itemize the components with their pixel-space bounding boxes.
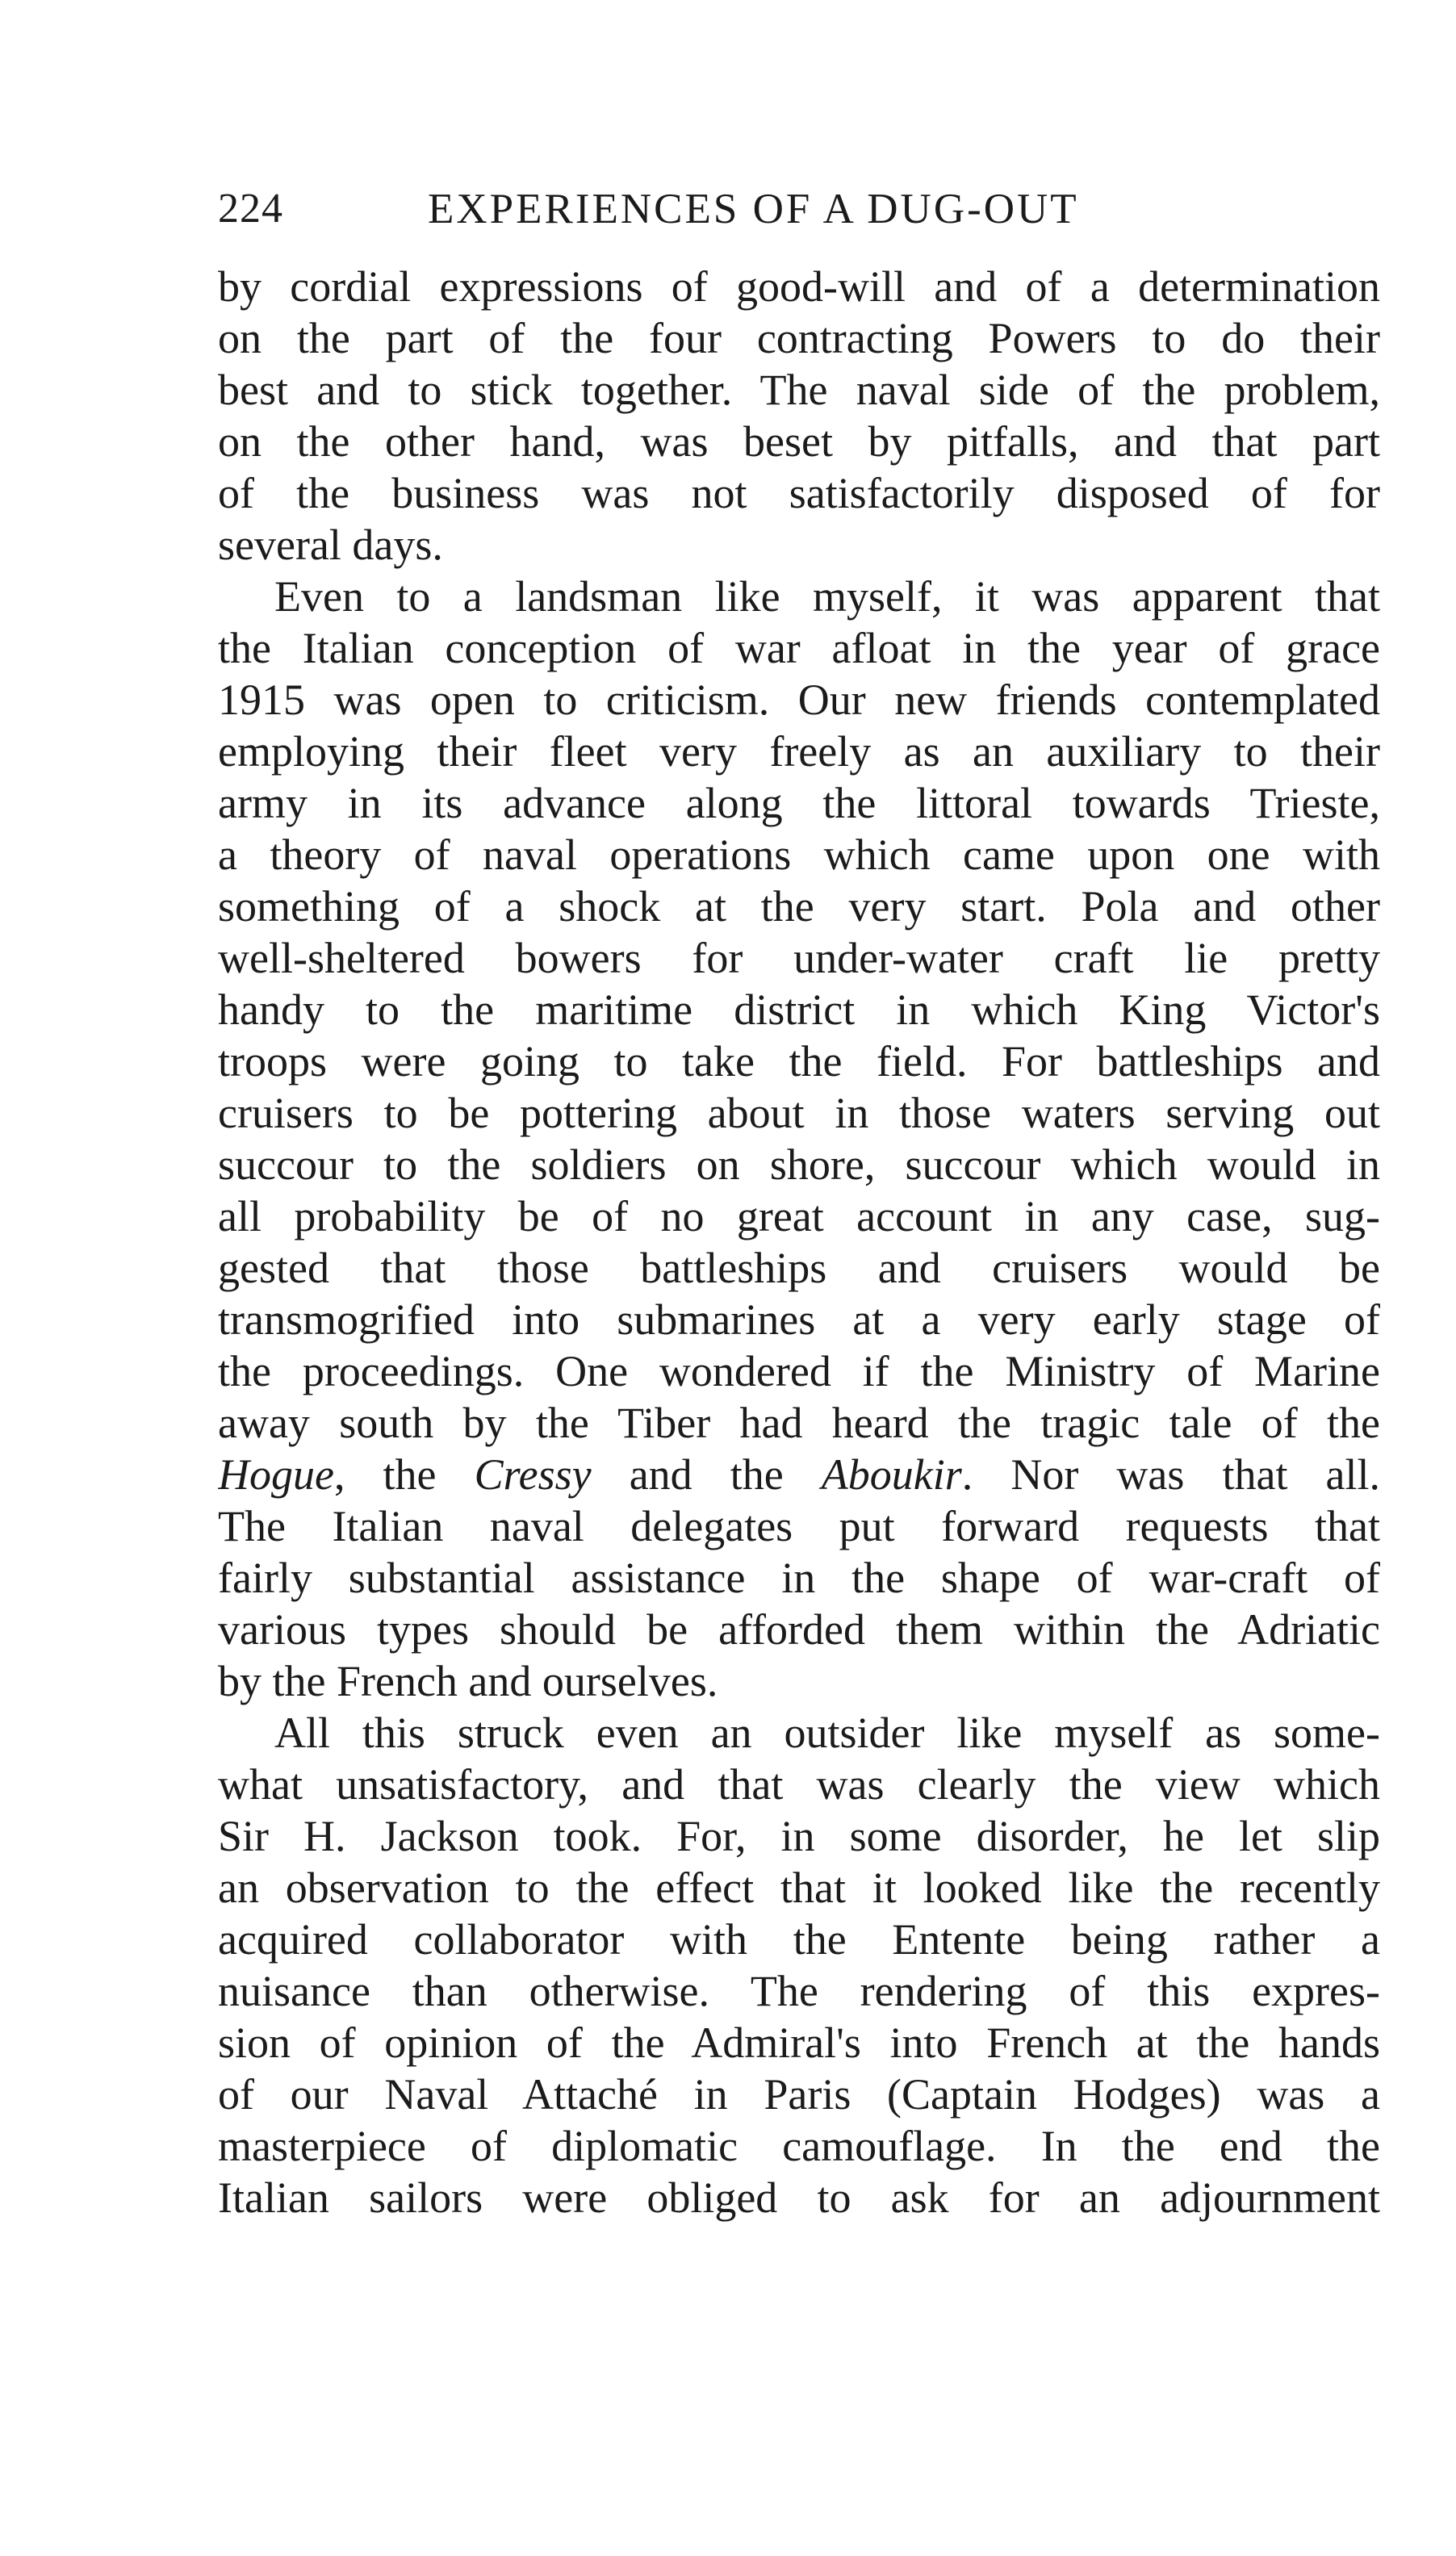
text-line: [218, 1965, 1380, 2017]
text-line: [218, 1242, 1380, 1294]
text-segment: by the French and ourselves.: [218, 1657, 718, 1705]
text-line: [218, 674, 1380, 726]
text-segment: Even to a landsman like myself, it was apparent that: [274, 572, 1380, 621]
text-segment: by cordial expressions of good-will and of a determination: [218, 262, 1380, 311]
text-segment: army in its advance along the littoral towards Trieste,: [218, 779, 1380, 827]
text-segment: sion of opinion of the Admiral's into French at the hands: [218, 2018, 1380, 2067]
text-segment: All this struck even an outsider like myself as some-: [274, 1709, 1380, 1757]
text-segment: various types should be afforded them within the Adriatic: [218, 1605, 1380, 1654]
text-segment: away south by the Tiber had heard the tragic tale of the: [218, 1399, 1380, 1447]
text-line: [218, 881, 1380, 932]
ship-name-aboukir: Aboukir: [821, 1450, 962, 1499]
text-line: [218, 932, 1380, 984]
text-line: [218, 777, 1380, 829]
text-segment: gested that those battleships and cruisers would be: [218, 1244, 1380, 1292]
text-segment: fairly substantial assistance in the shape of war-craft of: [218, 1554, 1380, 1602]
text-line: [218, 519, 1380, 571]
text-line: [218, 1087, 1380, 1139]
text-segment: transmogrified into submarines at a very early stage of: [218, 1295, 1380, 1344]
text-line: [218, 1655, 1380, 1707]
text-segment: the Italian conception of war afloat in the year of grace: [218, 624, 1380, 672]
text-line: [218, 2120, 1380, 2172]
paragraph-3: [218, 1707, 1380, 2223]
text-segment: succour to the soldiers on shore, succour which would in: [218, 1140, 1380, 1189]
text-line: [218, 622, 1380, 674]
text-segment: of the business was not satisfactorily disposed of for: [218, 469, 1380, 517]
text-segment: well-sheltered bowers for under-water craft lie pretty: [218, 934, 1380, 982]
text-segment: the proceedings. One wondered if the Ministry of Marine: [218, 1347, 1380, 1395]
running-header: [218, 173, 1380, 245]
text-segment: cruisers to be pottering about in those waters serving out: [218, 1089, 1380, 1137]
text-segment: , the: [333, 1450, 475, 1499]
text-line: [218, 416, 1380, 467]
text-line: [218, 312, 1380, 364]
page-number: 224: [218, 186, 283, 232]
text-line: [218, 984, 1380, 1035]
text-line: [218, 726, 1380, 777]
text-segment: several days.: [218, 521, 443, 569]
text-line: [218, 829, 1380, 881]
text-segment: . Nor was that all.: [961, 1450, 1380, 1499]
text-segment: Sir H. Jackson took. For, in some disorder, he let slip: [218, 1812, 1380, 1860]
text-segment: acquired collaborator with the Entente being rather a: [218, 1915, 1380, 1964]
text-line: [218, 2172, 1380, 2223]
text-segment: The Italian naval delegates put forward requests that: [218, 1502, 1380, 1550]
text-segment: best and to stick together. The naval side of the problem,: [218, 366, 1380, 414]
text-segment: employing their fleet very freely as an auxiliary to their: [218, 727, 1380, 776]
text-line: [218, 1035, 1380, 1087]
text-segment: troops were going to take the field. For battleships and: [218, 1037, 1380, 1086]
text-line: [218, 1810, 1380, 1862]
text-line: [218, 467, 1380, 519]
paragraph-1: [218, 261, 1380, 571]
text-segment: nuisance than otherwise. The rendering of this expres-: [218, 1967, 1380, 2015]
text-segment: what unsatisfactory, and that was clearly the view which: [218, 1760, 1380, 1809]
text-line: [218, 2069, 1380, 2120]
text-line: [218, 1190, 1380, 1242]
text-line: [218, 1604, 1380, 1655]
text-line: [218, 1552, 1380, 1604]
text-line: [218, 571, 1380, 622]
text-segment: something of a shock at the very start. Pola and other: [218, 882, 1380, 931]
text-line: [218, 1759, 1380, 1810]
ship-name-cressy: Cressy: [474, 1450, 592, 1499]
text-line: [218, 1862, 1380, 1914]
text-segment: 1915 was open to criticism. Our new friends contemplated: [218, 676, 1380, 724]
text-segment: handy to the maritime district in which King Victor's: [218, 985, 1380, 1034]
text-segment: a theory of naval operations which came upon one with: [218, 830, 1380, 879]
text-line: [218, 1914, 1380, 1965]
ship-name-hogue: Hogue: [218, 1450, 334, 1499]
text-segment: an observation to the effect that it looked like the recently: [218, 1864, 1380, 1912]
text-line: [218, 2017, 1380, 2069]
text-segment: of our Naval Attaché in Paris (Captain Hodges) was a: [218, 2070, 1380, 2119]
text-line: [218, 1294, 1380, 1345]
text-line: [218, 261, 1380, 312]
paragraph-2: [218, 571, 1380, 1707]
text-line-with-ship-names: [218, 1449, 1380, 1500]
text-segment: on the other hand, was beset by pitfalls, and that part: [218, 417, 1380, 466]
text-line: [218, 1500, 1380, 1552]
body-text: [218, 261, 1380, 2223]
running-title: EXPERIENCES OF A DUG-OUT: [428, 186, 1079, 232]
text-line: [218, 1345, 1380, 1397]
text-segment: masterpiece of diplomatic camouflage. In the end the: [218, 2122, 1380, 2170]
text-segment: on the part of the four contracting Powers to do their: [218, 314, 1380, 362]
text-line: [218, 364, 1380, 416]
text-line: [218, 1139, 1380, 1190]
text-segment: and the: [591, 1450, 822, 1499]
text-segment: all probability be of no great account in any case, sug-: [218, 1192, 1380, 1240]
text-line: [218, 1397, 1380, 1449]
text-line: [218, 1707, 1380, 1759]
text-segment: Italian sailors were obliged to ask for an adjournment: [218, 2173, 1380, 2222]
